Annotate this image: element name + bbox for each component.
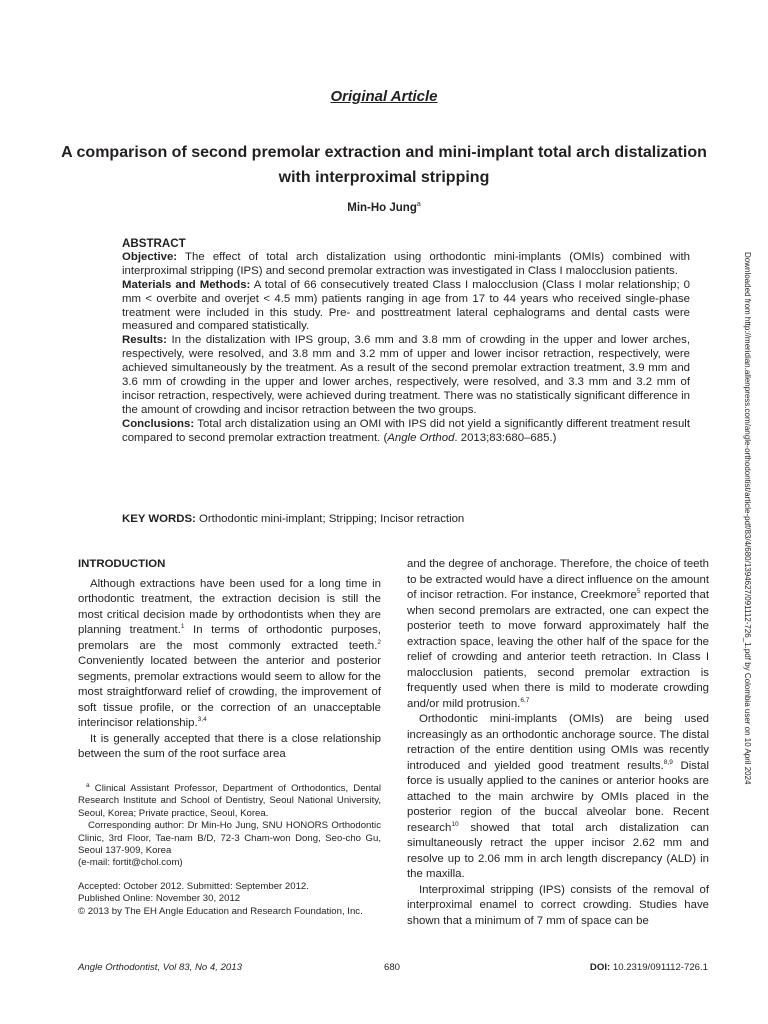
conclusions-text: Total arch distalization using an OMI with IPS did not yield a significantly different treatment result compared to second premolar extraction treatment. ( (122, 417, 690, 444)
author-name: Min-Ho Jung (347, 202, 417, 214)
key-words-text: Orthodontic mini-implant; Stripping; Incisor retraction (195, 513, 465, 525)
article-type-label: Original Article (330, 88, 438, 105)
intro-paragraph-2: It is generally accepted that there is a close relationship between the sum of the root surface area (78, 732, 381, 760)
doi-value: 10.2319/091112-726.1 (610, 962, 708, 973)
author-line (0, 202, 768, 214)
footnote-copyright: © 2013 by The EH Angle Education and Research Foundation, Inc. (78, 905, 363, 917)
intro-paragraph-3: Orthodontic mini-implants (OMIs) are being used increasingly as an orthodontic anchorage source. The distal retraction of the entire dentition using OMIs was recently introduced and yielded good treatment results.$^{8,9}$ Distal force is usually applied to the canines or anterior hooks are attached to the main archwire by OMIs placed in the posterior region of the buccal alveolar bone. Recent research$^{10}$ showed that total arch distalization can simultaneously retract the upper incisor 2.62 mm and resolve up to 2.06 mm in arch length discrepancy (ALD) in the maxilla. (407, 713, 709, 880)
results-text: In the distalization with IPS group, 3.6 mm and 3.8 mm of crowding in the upper and lower arches, respectively, were resolved, and 3.8 mm and 3.2 mm of upper and lower incisor retraction, respectively, were achieved simultaneously by the treatment. As a result of the second premolar extraction treatment, 3.9 mm and 3.6 mm of crowding in the upper and lower arches, respectively, were resolved, and 3.3 mm and 3.2 mm of incisor retraction, respectively, were achieved during treatment. There was no statistically significant difference in the amount of crowding and incisor retraction between the two groups. (122, 334, 690, 416)
footnote-corresponding: Corresponding author: Dr Min-Ho Jung, SNU HONORS Orthodontic Clinic, 3rd Floor, Tae-nam B/D, 72-3 Cham-won Dong, Seo-cho Gu, Seoul 137-909, Korea (78, 820, 381, 857)
footnote-affiliation: $^a$ Clinical Assistant Professor, Department of Orthodontics, Dental Research Institute and School of Dentistry, Seoul National University, Seoul, Korea; Private practice, Seoul, Korea. (78, 781, 381, 819)
conclusions-label: Conclusions: (122, 417, 195, 430)
footnote (78, 783, 381, 918)
footnote-published: Published Online: November 30, 2012 (78, 893, 241, 905)
footnote-email: (e-mail: fortit@chol.com) (78, 857, 183, 869)
results-label: Results: (122, 334, 167, 347)
methods-text: A total of 66 consecutively treated Class I malocclusion (Class I molar relationship; 0 mm < overbite and overjet < 4.5 mm) patients ranging in age from 17 to 44 years who received single-phase treatment were included in this study. Pre- and posttreatment lateral cephalograms and dental casts were measured and compared statistically. (122, 278, 690, 333)
download-stamp: Downloaded from http://meridian.allenpress.com/angle-orthodontist/article-pdf/83/4/680/1394627/091112-726_1.pdf by Colombia user on 10 April 2024 (743, 252, 752, 785)
author-affiliation-mark: a (416, 201, 421, 209)
footer-journal: Angle Orthodontist, Vol 83, No 4, 2013 (78, 962, 242, 973)
intro-paragraph-2-continued: and the degree of anchorage. Therefore, the choice of teeth to be extracted would have a direct influence on the amount of incisor retraction. For instance, Creekmore$^5$ reported that when second premolars are extracted, one can expect the posterior teeth to move forward approximately half the extraction space, leaving the other half of the space for the relief of crowding and anterior teeth retraction. In Class I malocclusion patients, second premolar extraction is frequently used when there is mild to moderate crowding and/or mild protrusion.$^{6,7}$ (407, 558, 709, 710)
methods-label: Materials and Methods: (122, 278, 251, 291)
abstract-conclusions (122, 418, 690, 446)
doi-label: DOI: (589, 962, 611, 973)
citation-rest: . 2013;83:680–685.) (454, 431, 557, 444)
abstract-heading: ABSTRACT (122, 237, 186, 250)
abstract-results (122, 334, 690, 417)
key-words-label: KEY WORDS: (122, 513, 196, 525)
abstract-objective (122, 251, 690, 279)
key-words (122, 513, 690, 525)
citation-journal: Angle Orthod (387, 431, 455, 444)
introduction-heading: INTRODUCTION (78, 558, 166, 570)
footer-doi (590, 962, 708, 973)
footnote-accepted: Accepted: October 2012. Submitted: September 2012. (78, 880, 309, 892)
intro-paragraph-4: Interproximal stripping (IPS) consists of the removal of interproximal enamel to correct crowding. Studies have shown that a minimum of 7 mm of space can be (407, 883, 709, 927)
footer-page-number: 680 (384, 962, 401, 973)
right-column (407, 557, 709, 929)
abstract (122, 237, 690, 446)
objective-label: Objective: (122, 250, 178, 263)
objective-text: The effect of total arch distalization using orthodontic mini-implants (OMIs) combined with interproximal stripping (IPS) and second premolar extraction was investigated in Class I malocclusion patients. (122, 250, 690, 277)
abstract-methods (122, 279, 690, 335)
left-column (78, 557, 381, 763)
article-title: A comparison of second premolar extraction and mini-implant total arch distalization with interproximal stripping (61, 144, 707, 186)
intro-paragraph-1: Although extractions have been used for a long time in orthodontic treatment, the extraction decision is still the most critical decision made by orthodontists when they are planning treatment.$^1$ In terms of orthodontic purposes, premolars are the most commonly extracted teeth.$^2$ Conveniently located between the anterior and posterior segments, premolar extractions would seem to allow for the most straightforward relief of crowding, the improvement of soft tissue profile, or the correction of an unacceptable interincisor relationship.$^{3,4}$ (78, 577, 381, 729)
